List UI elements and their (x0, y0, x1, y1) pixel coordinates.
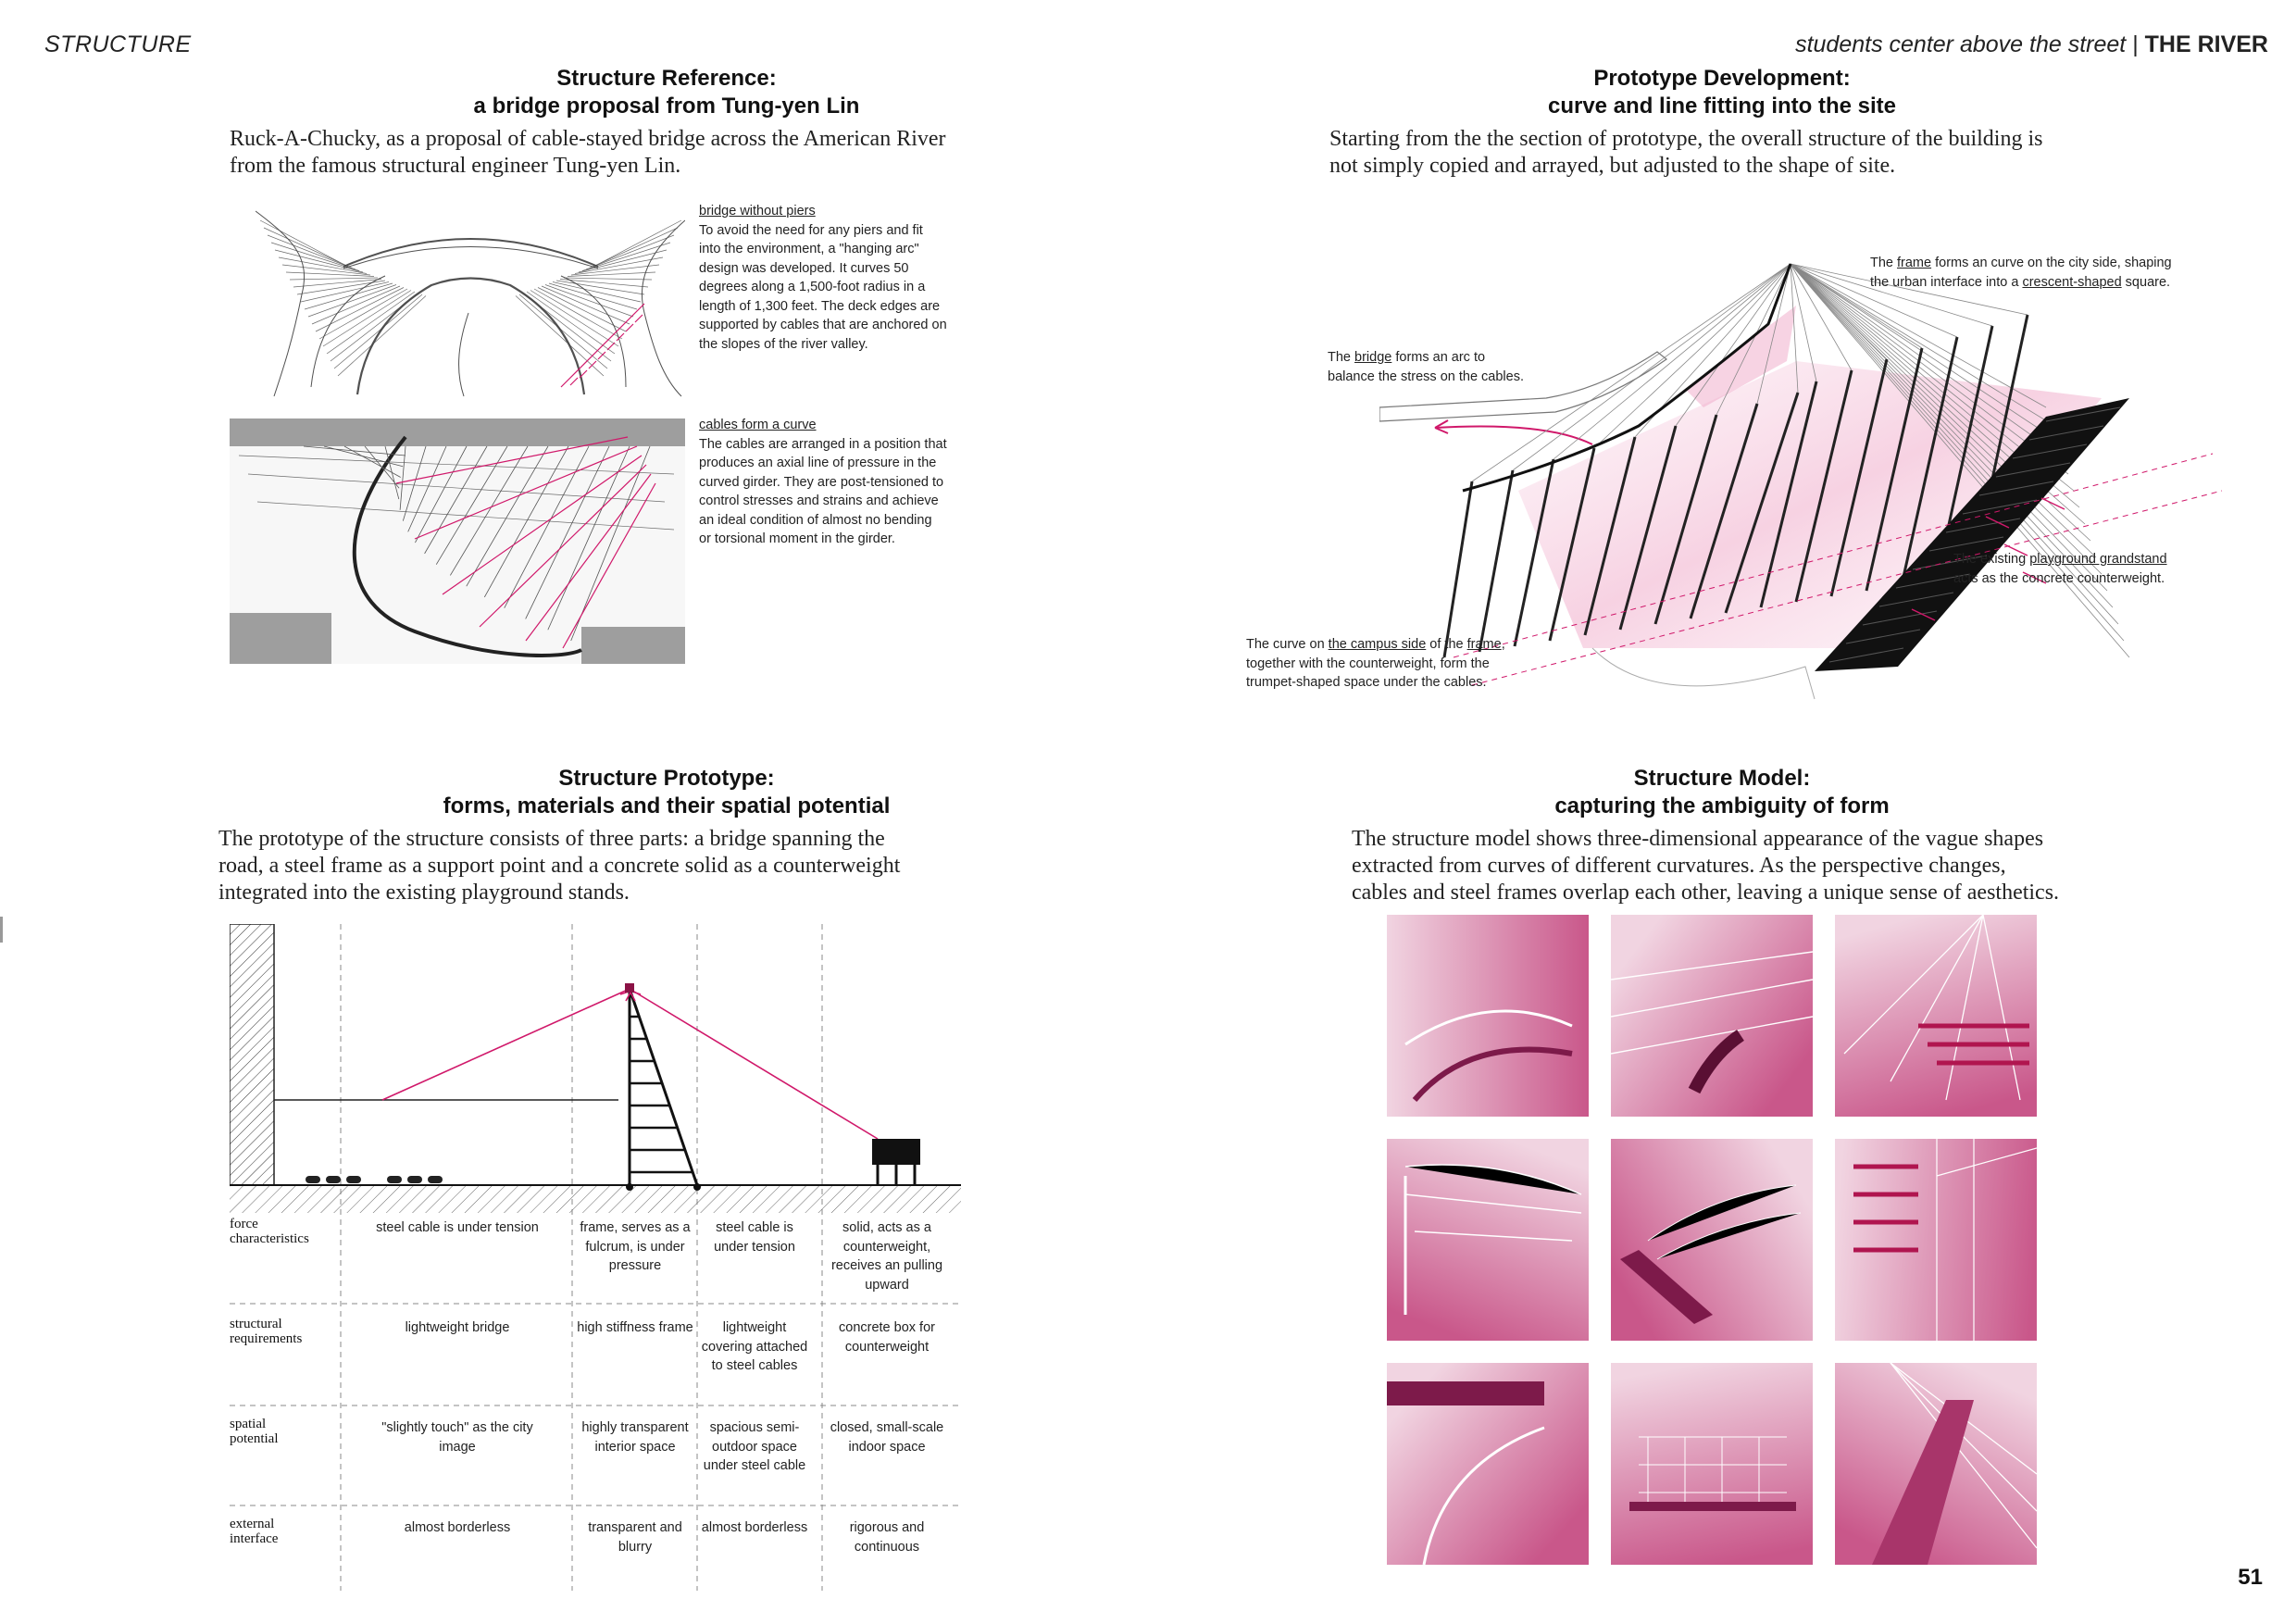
note-line: control stresses and strains and achieve (699, 493, 939, 508)
table-cell: "slightly touch" as the city image (381, 1420, 533, 1455)
model-photo (1387, 915, 1589, 1117)
proto-intro (218, 826, 1052, 906)
ref-intro (230, 126, 1026, 180)
note2-title: cables form a curve (699, 418, 817, 432)
table-cell: closed, small-scale indoor space (830, 1420, 944, 1455)
note-line: into the environment, a "hanging arc" (699, 242, 919, 256)
table-row-header: force characteristics (230, 1217, 309, 1246)
table-cell: solid, acts as a counterweight, receives an pulling upward (830, 1220, 943, 1293)
dev-intro-line2: not simply copied and arrayed, but adjusted to the shape of site. (1329, 154, 1896, 178)
header-separator: | (2132, 31, 2139, 57)
table-row-header: spatial potential (230, 1417, 279, 1446)
note-line: design was developed. It curves 50 (699, 260, 909, 276)
note-line: produces an axial line of pressure in the (699, 456, 937, 470)
model-photo (1611, 1139, 1813, 1341)
note-line: The cables are arranged in a position that (699, 436, 947, 452)
bridge-plan-sketch (256, 202, 685, 398)
ref-intro-line2: from the famous structural engineer Tung-yen Lin. (230, 154, 681, 178)
dev-title-line1: Prototype Development: (1593, 66, 1851, 91)
table-cell: concrete box for counterweight (839, 1320, 935, 1355)
model-title-line2: capturing the ambiguity of form (1554, 793, 1890, 818)
header-title: THE RIVER (2144, 31, 2268, 57)
note-line: curved girder. They are post-tensioned to (699, 474, 944, 490)
table-cell: steel cable is under tension (714, 1220, 795, 1255)
label-grandstand: The existing playground grandstand acts as the concrete counterweight. (1953, 552, 2167, 586)
ref-title (222, 65, 1111, 120)
table-cell: frame, serves as a fulcrum, is under pressure (580, 1220, 691, 1273)
proto-title-line1: Structure Prototype: (558, 766, 775, 791)
label-frame: The frame forms an curve on the city side, shaping the urban interface into a crescent-shaped square. (1870, 256, 2172, 290)
note-line: supported by cables that are anchored on (699, 318, 947, 332)
table-row-header: external interface (230, 1517, 279, 1546)
header-subtitle: students center above the street (1795, 31, 2127, 57)
model-title-line1: Structure Model: (1633, 766, 1811, 791)
note1-title: bridge without piers (699, 204, 816, 219)
model-intro-line1: The structure model shows three-dimensional appearance of the vague shapes (1352, 827, 2044, 851)
model-photo (1835, 1363, 2037, 1565)
running-header (1795, 31, 2268, 58)
note-line: or torsional moment in the girder. (699, 531, 895, 546)
note-line: degrees along a 1,500-foot radius in a (699, 280, 926, 294)
ref-title-line2: a bridge proposal from Tung-yen Lin (473, 94, 860, 119)
note-line: an ideal condition of almost no bending (699, 512, 932, 528)
table-cell: spacious semi- outdoor space under steel cable (703, 1420, 806, 1473)
table-cell: almost borderless (701, 1520, 808, 1535)
model-photo (1611, 915, 1813, 1117)
proto-intro-line1: The prototype of the structure consists of three parts: a bridge spanning the (218, 827, 885, 851)
section-label: STRUCTURE (44, 31, 192, 57)
ref-title-line1: Structure Reference: (556, 66, 777, 91)
label-campus-curve: The curve on the campus side of the frame, together with the counterweight, form the trumpet-shaped space under the cables. (1246, 637, 1505, 690)
table-cell: rigorous and continuous (849, 1520, 925, 1555)
table-row-header: structural requirements (230, 1317, 303, 1346)
page-number: 51 (2238, 1565, 2263, 1590)
table-cell: transparent and blurry (588, 1520, 682, 1555)
model-photo (1387, 1363, 1589, 1565)
model-intro (1352, 826, 2185, 906)
note-line: length of 1,300 feet. The deck edges are (699, 298, 941, 314)
note-cables-form-curve (699, 416, 977, 549)
proto-intro-line2: road, a steel frame as a support point and a concrete solid as a counterweight (218, 854, 901, 878)
model-intro-line2: extracted from curves of different curvatures. As the perspective changes, (1352, 854, 2006, 878)
table-cell: lightweight bridge (405, 1320, 510, 1335)
page-edge-tab (0, 917, 3, 943)
model-title (1278, 765, 2166, 820)
table-cell: highly transparent interior space (581, 1420, 689, 1455)
cable-curve-aerial-sketch (230, 418, 685, 664)
dev-intro (1329, 126, 2163, 180)
model-photo (1387, 1139, 1589, 1341)
model-photo (1835, 915, 2037, 1117)
dev-intro-line1: Starting from the the section of prototype, the overall structure of the building is (1329, 127, 2043, 151)
label-bridge: The bridge forms an arc to balance the stress on the cables. (1328, 350, 1524, 384)
dev-title-line2: curve and line fitting into the site (1547, 94, 1897, 119)
table-cell: almost borderless (404, 1520, 511, 1535)
proto-title (222, 765, 1111, 820)
dev-title (1278, 65, 2166, 120)
table-cell: steel cable is under tension (376, 1220, 539, 1235)
model-photo (1835, 1139, 2037, 1341)
note-line: the slopes of the river valley. (699, 336, 868, 352)
proto-title-line2: forms, materials and their spatial potential (443, 793, 891, 818)
note-line: To avoid the need for any piers and fit (699, 222, 923, 238)
table-cell: lightweight covering attached to steel cables (701, 1320, 808, 1373)
ref-intro-line1: Ruck-A-Chucky, as a proposal of cable-stayed bridge across the American River (230, 127, 946, 151)
model-photo (1611, 1363, 1813, 1565)
note-bridge-without-piers (699, 202, 977, 354)
proto-intro-line3: integrated into the existing playground stands. (218, 881, 630, 905)
table-cell: high stiffness frame (577, 1320, 693, 1335)
model-intro-line3: cables and steel frames overlap each other, leaving a unique sense of aesthetics. (1352, 881, 2060, 905)
